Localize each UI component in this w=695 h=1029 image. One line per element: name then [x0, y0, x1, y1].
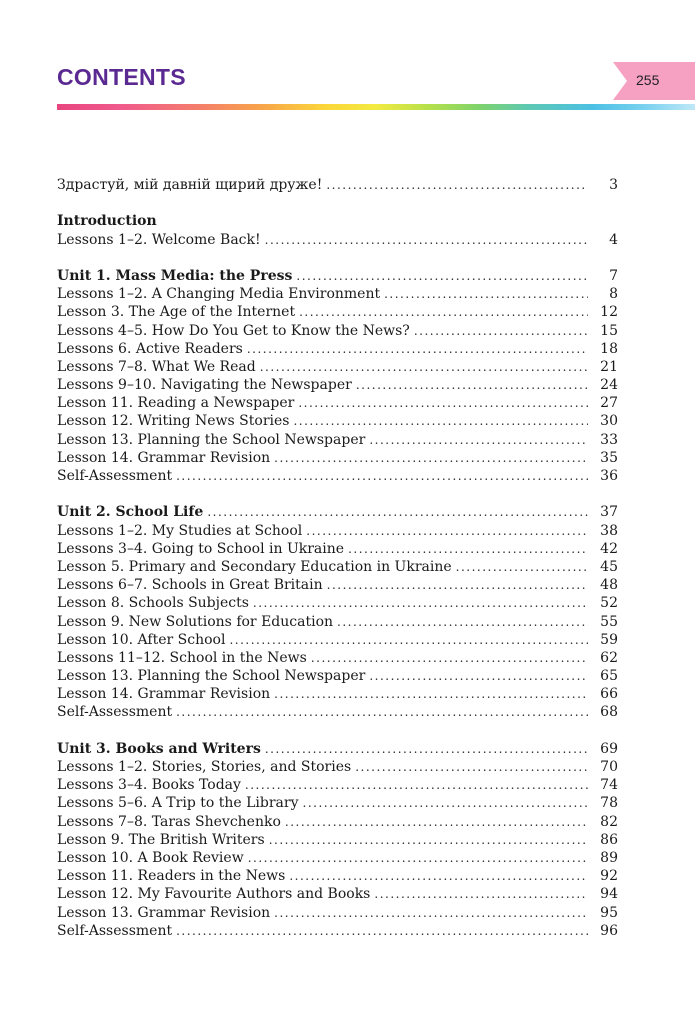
- toc-entry[interactable]: [57, 631, 618, 649]
- toc-entry-label: Lesson 10. After School: [57, 631, 226, 648]
- toc-entry[interactable]: [57, 703, 618, 721]
- toc-dot-leader: [456, 558, 588, 576]
- toc-entry-page: 68: [600, 704, 618, 721]
- toc-entry-label: Lesson 14. Grammar Revision: [57, 686, 271, 703]
- toc-entry-label: Lessons 7–8. Taras Shevchenko: [57, 813, 281, 830]
- toc-entry[interactable]: [57, 358, 618, 376]
- toc-entry[interactable]: [57, 813, 618, 831]
- toc-entry-label: Lessons 7–8. What We Read: [57, 358, 256, 375]
- toc-entry[interactable]: [57, 904, 618, 922]
- toc-entry[interactable]: [57, 340, 618, 358]
- toc-entry-page: 96: [600, 922, 618, 939]
- toc-entry-page: 42: [600, 540, 618, 557]
- toc-entry-page: 74: [600, 777, 618, 794]
- toc-dot-leader: [306, 522, 588, 540]
- toc-entry-label: Lessons 1–2. Stories, Stories, and Stories: [57, 759, 352, 775]
- toc-entry-page: 59: [600, 631, 618, 648]
- page-title: CONTENTS: [57, 64, 186, 90]
- toc-entry-label: Lessons 9–10. Navigating the Newspaper: [57, 377, 352, 394]
- toc-entry[interactable]: [57, 685, 618, 703]
- toc-entry-page: 38: [600, 522, 618, 539]
- toc-entry[interactable]: [57, 594, 618, 612]
- toc-entry-page: 78: [600, 795, 618, 812]
- toc-dot-leader: [245, 776, 588, 794]
- toc-dot-leader: [229, 631, 588, 649]
- toc-entry-page: 65: [600, 668, 618, 685]
- toc-entry[interactable]: [57, 467, 618, 485]
- toc-entry-label: Lesson 11. Reading a Newspaper: [57, 395, 295, 412]
- toc-entry-label: Self-Assessment: [57, 922, 173, 939]
- toc-entry-label: Introduction: [57, 213, 157, 230]
- toc-spacer: [57, 249, 618, 267]
- toc-entry-page: 36: [600, 468, 618, 484]
- toc-dot-leader: [298, 394, 588, 412]
- toc-dot-leader: [374, 885, 588, 903]
- toc-entry-page: 4: [609, 231, 618, 248]
- toc-entry-label: Self-Assessment: [57, 468, 173, 484]
- toc-entry-page: 62: [600, 649, 618, 666]
- toc-section-heading[interactable]: [57, 212, 618, 230]
- toc-spacer: [57, 722, 618, 740]
- toc-entry-page: 27: [600, 395, 618, 412]
- toc-entry-page: 92: [600, 868, 618, 885]
- toc-entry-label: Lessons 3–4. Going to School in Ukraine: [57, 540, 345, 557]
- toc-dot-leader: [356, 376, 588, 394]
- toc-dot-leader: [337, 613, 588, 631]
- toc-entry-label: Lessons 6–7. Schools in Great Britain: [57, 577, 323, 594]
- toc-entry-label: Lessons 11–12. School in the News: [57, 649, 307, 666]
- toc-dot-leader: [269, 831, 588, 849]
- table-of-contents: [57, 176, 618, 940]
- toc-dot-leader: [176, 703, 588, 721]
- toc-entry[interactable]: [57, 922, 618, 940]
- toc-entry-label: Lesson 5. Primary and Secondary Education in Ukraine: [57, 558, 452, 575]
- toc-dot-leader: [296, 267, 588, 285]
- toc-entry-label: Lesson 13. Planning the School Newspaper: [57, 431, 366, 448]
- toc-dot-leader: [274, 449, 588, 467]
- toc-section-heading[interactable]: [57, 503, 618, 521]
- toc-dot-leader: [348, 540, 588, 558]
- toc-entry-page: 52: [600, 595, 618, 612]
- toc-entry[interactable]: [57, 576, 618, 594]
- toc-entry[interactable]: [57, 667, 618, 685]
- toc-entry[interactable]: [57, 867, 618, 885]
- toc-entry-page: 30: [600, 413, 618, 430]
- toc-entry[interactable]: [57, 394, 618, 412]
- toc-entry-label: Unit 3. Books and Writers: [57, 740, 261, 757]
- toc-entry-label: Lessons 1–2. My Studies at School: [57, 522, 303, 539]
- toc-section-heading[interactable]: [57, 740, 618, 758]
- toc-dot-leader: [265, 231, 588, 249]
- toc-entry[interactable]: [57, 176, 618, 194]
- toc-entry-label: Lesson 13. Planning the School Newspaper: [57, 668, 366, 685]
- toc-entry[interactable]: [57, 558, 618, 576]
- toc-entry-label: Lesson 8. Schools Subjects: [57, 595, 249, 612]
- toc-dot-leader: [260, 358, 588, 376]
- toc-dot-leader: [265, 740, 588, 758]
- toc-entry[interactable]: [57, 322, 618, 340]
- toc-entry[interactable]: [57, 431, 618, 449]
- toc-dot-leader: [384, 285, 588, 303]
- toc-entry-page: 66: [600, 686, 618, 703]
- toc-entry-label: Lesson 13. Grammar Revision: [57, 904, 271, 921]
- toc-entry[interactable]: [57, 794, 618, 812]
- toc-spacer: [57, 485, 618, 503]
- toc-entry-label: Lessons 3–4. Books Today: [57, 777, 241, 794]
- toc-entry-page: 55: [600, 613, 618, 630]
- toc-entry-label: Lessons 6. Active Readers: [57, 340, 243, 357]
- toc-entry[interactable]: [57, 649, 618, 667]
- toc-entry-label: Self-Assessment: [57, 704, 173, 721]
- toc-dot-leader: [414, 322, 588, 340]
- toc-entry-page: 95: [600, 904, 618, 921]
- toc-entry-page: 35: [600, 449, 618, 466]
- toc-dot-leader: [274, 904, 588, 922]
- toc-entry-page: 18: [600, 340, 618, 357]
- toc-entry[interactable]: [57, 613, 618, 631]
- toc-entry-page: 15: [600, 322, 618, 339]
- toc-entry[interactable]: [57, 885, 618, 903]
- toc-entry[interactable]: [57, 285, 618, 303]
- toc-dot-leader: [369, 667, 588, 685]
- toc-entry-page: 33: [600, 431, 618, 448]
- toc-entry-page: 3: [609, 177, 618, 193]
- toc-entry-page: 82: [600, 813, 618, 830]
- toc-entry[interactable]: [57, 758, 618, 776]
- toc-entry-page: 69: [600, 740, 618, 757]
- toc-entry[interactable]: [57, 376, 618, 394]
- toc-dot-leader: [207, 503, 588, 521]
- toc-entry-label: Lesson 9. New Solutions for Education: [57, 613, 334, 630]
- toc-entry-label: Lesson 9. The British Writers: [57, 831, 265, 848]
- toc-entry[interactable]: [57, 849, 618, 867]
- toc-dot-leader: [176, 467, 588, 485]
- toc-entry-page: 37: [600, 504, 618, 521]
- toc-entry-label: Здрастуй, мій давній щирий друже!: [57, 177, 323, 193]
- toc-dot-leader: [303, 794, 589, 812]
- toc-entry[interactable]: [57, 231, 618, 249]
- toc-entry-label: Lesson 3. The Age of the Internet: [57, 304, 296, 321]
- toc-entry-page: 70: [600, 759, 618, 775]
- toc-spacer: [57, 194, 618, 212]
- page-number: 255: [636, 72, 660, 88]
- rainbow-divider: [57, 104, 695, 110]
- toc-dot-leader: [274, 685, 588, 703]
- toc-entry-label: Unit 1. Mass Media: the Press: [57, 267, 293, 284]
- toc-entry-page: 86: [600, 831, 618, 848]
- toc-dot-leader: [248, 849, 588, 867]
- toc-dot-leader: [369, 431, 588, 449]
- toc-entry-page: 45: [600, 558, 618, 575]
- toc-dot-leader: [355, 758, 588, 776]
- toc-dot-leader: [176, 922, 588, 940]
- toc-entry[interactable]: [57, 540, 618, 558]
- toc-entry[interactable]: [57, 449, 618, 467]
- toc-dot-leader: [293, 412, 588, 430]
- toc-entry-label: Lessons 1–2. Welcome Back!: [57, 231, 261, 248]
- toc-entry-label: Lessons 1–2. A Changing Media Environment: [57, 286, 381, 303]
- toc-entry-label: Lesson 12. My Favourite Authors and Books: [57, 886, 371, 903]
- toc-section-heading[interactable]: [57, 267, 618, 285]
- toc-entry-label: Lesson 14. Grammar Revision: [57, 449, 271, 466]
- toc-dot-leader: [299, 303, 588, 321]
- toc-dot-leader: [327, 576, 588, 594]
- toc-dot-leader: [311, 649, 588, 667]
- toc-dot-leader: [247, 340, 588, 358]
- toc-entry-page: 89: [600, 849, 618, 866]
- toc-entry[interactable]: [57, 412, 618, 430]
- toc-dot-leader: [253, 594, 588, 612]
- toc-entry-page: 12: [600, 304, 618, 321]
- toc-entry[interactable]: [57, 831, 618, 849]
- toc-dot-leader: [285, 813, 588, 831]
- toc-entry-page: 8: [609, 286, 618, 303]
- toc-entry-label: Lesson 12. Writing News Stories: [57, 413, 290, 430]
- toc-entry-label: Unit 2. School Life: [57, 504, 204, 521]
- toc-entry-label: Lesson 11. Readers in the News: [57, 868, 286, 885]
- toc-dot-leader: [289, 867, 588, 885]
- toc-entry-label: Lesson 10. A Book Review: [57, 849, 244, 866]
- toc-entry[interactable]: [57, 776, 618, 794]
- toc-entry-page: 7: [609, 267, 618, 284]
- toc-entry-page: 94: [600, 886, 618, 903]
- toc-entry-page: 24: [600, 377, 618, 394]
- toc-entry-label: Lessons 4–5. How Do You Get to Know the News?: [57, 322, 410, 339]
- toc-entry-label: Lessons 5–6. A Trip to the Library: [57, 795, 299, 812]
- toc-entry[interactable]: [57, 522, 618, 540]
- toc-entry-page: 21: [600, 358, 618, 375]
- toc-entry-page: 48: [600, 577, 618, 594]
- toc-entry[interactable]: [57, 303, 618, 321]
- toc-dot-leader: [326, 176, 588, 194]
